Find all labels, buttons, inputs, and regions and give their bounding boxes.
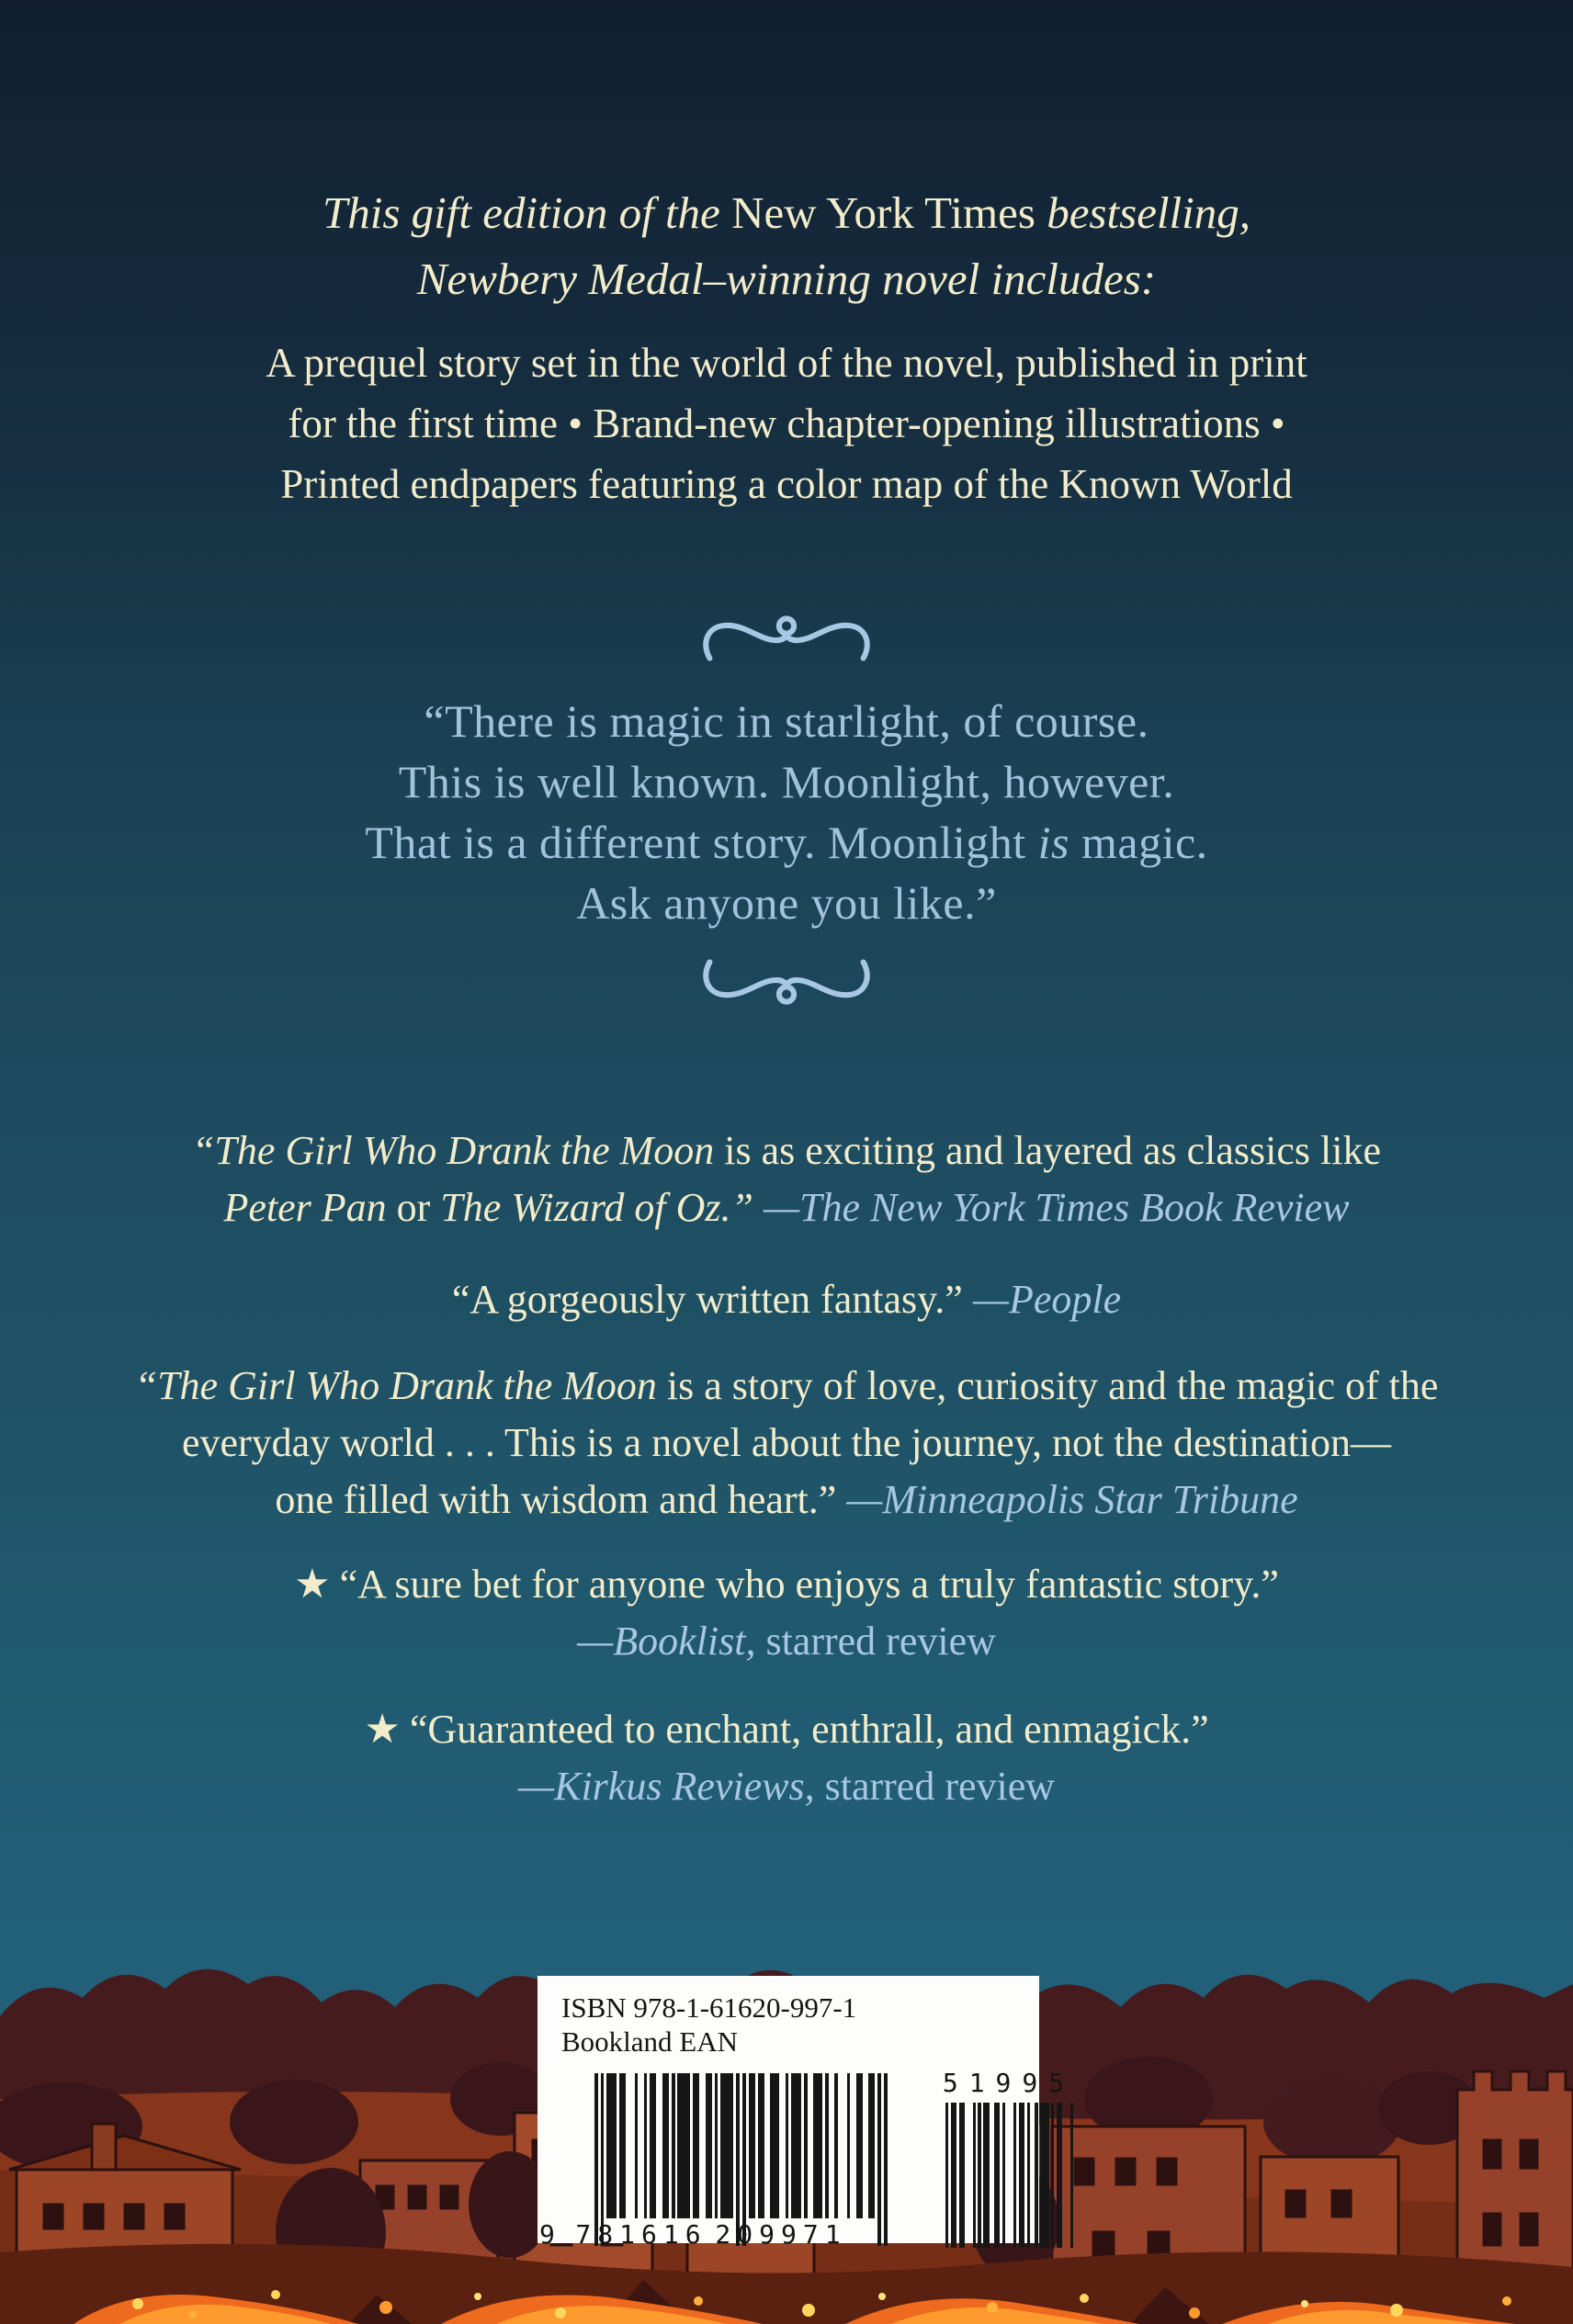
flourish-divider-icon [699, 610, 874, 667]
review-line: one filled with wisdom and heart.” —Minneapolis Star Tribune [275, 1477, 1298, 1522]
edition-features [0, 333, 1573, 514]
heading-line-2: Newbery Medal–winning novel includes: [416, 254, 1157, 304]
barcode-digit-group-2: 209971 [715, 2219, 847, 2250]
flourish-divider-flipped-icon [699, 953, 874, 1010]
book-title: Peter Pan [223, 1185, 387, 1230]
addon-digits: 51995 [942, 2068, 1076, 2098]
bookland-ean-label: Bookland EAN [561, 2025, 739, 2058]
review-line: “The Girl Who Drank the Moon is as exciting and layered as classics like [191, 1128, 1382, 1173]
starred-review-star-icon: ★ [364, 1707, 401, 1752]
pull-quote-line-4: Ask anyone you like.” [576, 877, 997, 929]
starred-review-star-icon: ★ [294, 1562, 331, 1607]
book-title: “The Girl Who Drank the Moon [134, 1363, 657, 1408]
nyt-brand-text: New York Times [731, 187, 1035, 238]
review-attribution-line: —Booklist, starred review [577, 1619, 996, 1664]
barcode-digit-left: 9 [539, 2219, 555, 2250]
review-nyt-book-review [0, 1123, 1573, 1236]
pull-quote-line-2: This is well known. Moonlight, however. [398, 756, 1175, 807]
feature-line-1: A prequel story set in the world of the novel, published in print [266, 340, 1307, 386]
review-people: “A gorgeously written fantasy.” —People [451, 1277, 1122, 1322]
review-attribution: —People [972, 1277, 1122, 1322]
pull-quote-line-1: “There is magic in starlight, of course. [424, 695, 1149, 747]
review-kirkus [0, 1701, 1573, 1815]
review-line: ★ “A sure bet for anyone who enjoys a truly fantastic story.” [294, 1562, 1279, 1607]
moonlight-pull-quote [0, 691, 1573, 933]
feature-line-3: Printed endpapers featuring a color map of the Known World [280, 461, 1293, 507]
barcode-panel [538, 1976, 1076, 2250]
heading-line-1: This gift edition of the New York Times bestselling, [322, 187, 1251, 238]
review-line: Peter Pan or The Wizard of Oz.” —The New York Times Book Review [223, 1185, 1350, 1230]
review-attribution-line: —Kirkus Reviews, starred review [517, 1764, 1056, 1809]
barcode-digit-group-1: 781616 [575, 2219, 707, 2250]
barcode-row [539, 2068, 1076, 2251]
review-line: “The Girl Who Drank the Moon is a story of love, curiosity and the magic of the [134, 1363, 1439, 1408]
book-title: The Wizard of Oz.” [440, 1185, 764, 1230]
review-line: everyday world . . . This is a novel about the journey, not the destination— [181, 1420, 1392, 1465]
book-title: “The Girl Who Drank the Moon [191, 1128, 715, 1173]
review-line: ★ “Guaranteed to enchant, enthrall, and enmagick.” [364, 1707, 1209, 1752]
review-booklist [0, 1556, 1573, 1670]
feature-line-2: for the first time • Brand-new chapter-opening illustrations • [288, 400, 1285, 446]
price-addon-barcode [942, 2068, 1080, 2251]
gift-edition-heading [0, 180, 1573, 312]
review-attribution: —Minneapolis Star Tribune [846, 1477, 1298, 1522]
isbn-number: ISBN 978-1-61620-997-1 [561, 1991, 857, 2024]
pull-quote-line-3: That is a different story. Moonlight is magic. [365, 817, 1208, 868]
review-attribution: —The New York Times Book Review [763, 1185, 1350, 1230]
review-star-tribune [0, 1358, 1573, 1529]
addon-bars [945, 2103, 1074, 2248]
